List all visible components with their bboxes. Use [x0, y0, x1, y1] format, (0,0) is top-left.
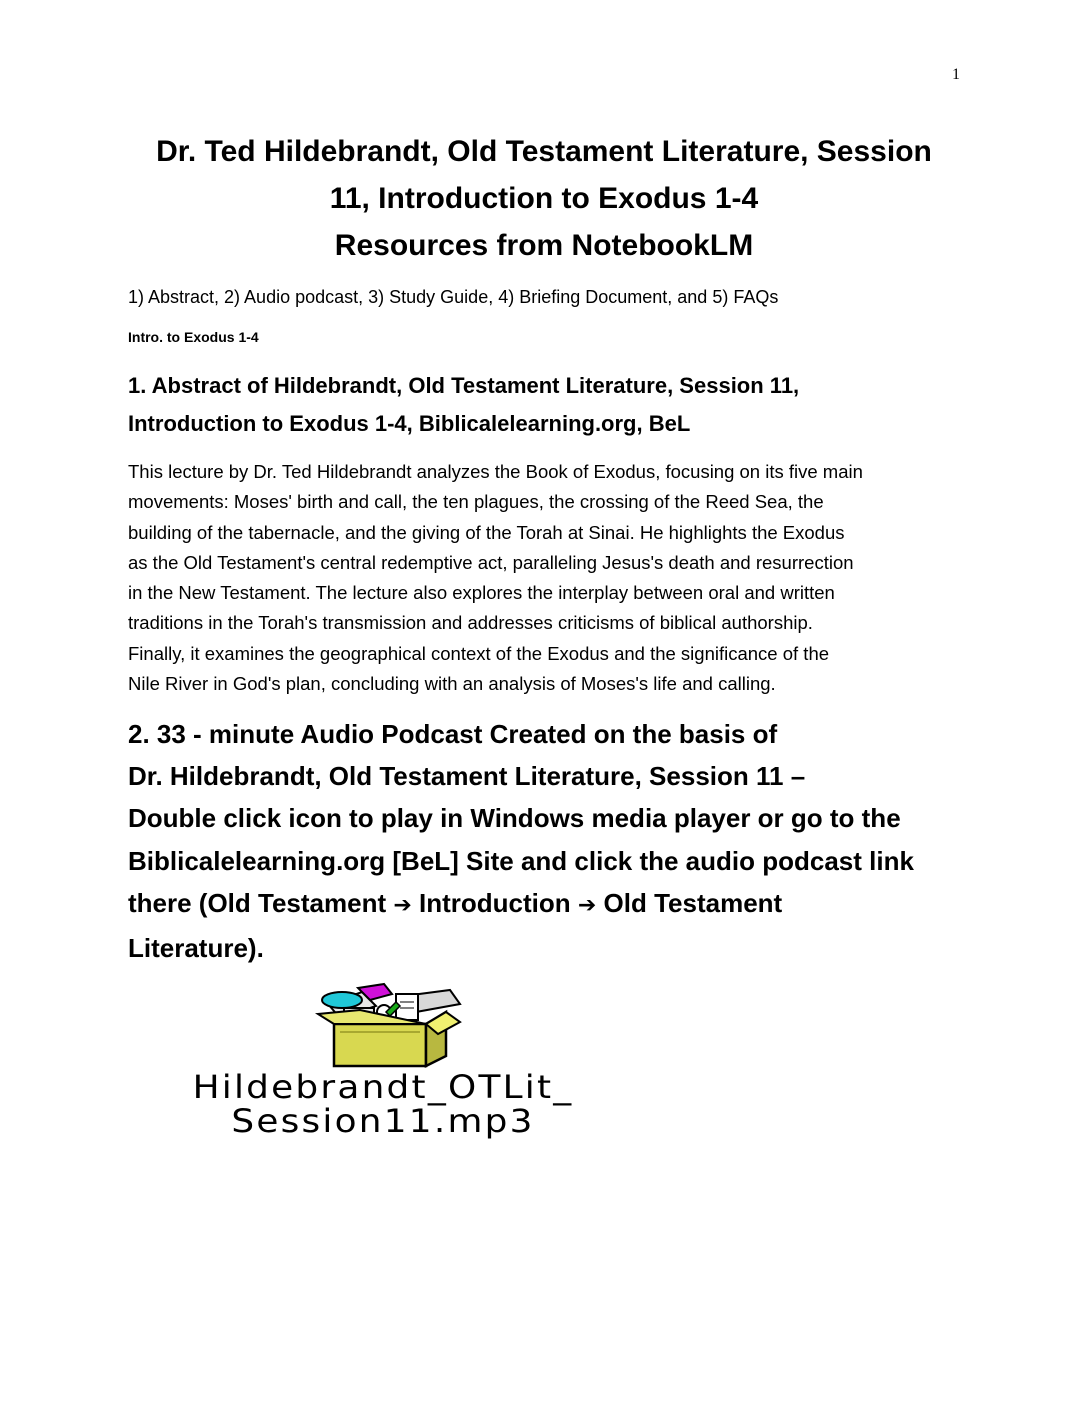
heading-text: there (Old Testament	[128, 887, 394, 918]
short-heading: Intro. to Exodus 1-4	[128, 329, 259, 345]
heading-line: Literature).	[128, 933, 264, 964]
title-line: Dr. Ted Hildebrandt, Old Testament Literature, Session	[156, 135, 932, 168]
heading-line: Double click icon to play in Windows media player or go to the	[128, 803, 901, 834]
abstract-line: building of the tabernacle, and the giving of the Torah at Sinai. He highlights the Exodus	[128, 521, 845, 543]
heading-text: Introduction	[411, 887, 578, 918]
abstract-line: movements: Moses' birth and call, the ten plagues, the crossing of the Reed Sea, the	[128, 491, 824, 513]
media-package-icon[interactable]	[300, 982, 470, 1072]
podcast-heading	[128, 713, 968, 969]
heading-line: 2. 33 - minute Audio Podcast Created on the basis of	[128, 719, 778, 749]
heading-text: Old Testament	[596, 887, 783, 918]
title-line: 11, Introduction to Exodus 1-4	[329, 182, 759, 215]
abstract-line: as the Old Testament's central redemptive act, paralleling Jesus's death and resurrection	[128, 551, 854, 573]
abstract-paragraph	[128, 457, 960, 699]
arrow-right-icon: ➔	[393, 892, 412, 918]
abstract-line: Finally, it examines the geographical context of the Exodus and the significance of the	[128, 642, 830, 664]
resource-list: 1) Abstract, 2) Audio podcast, 3) Study Guide, 4) Briefing Document, and 5) FAQs	[128, 287, 779, 307]
abstract-heading	[128, 367, 960, 443]
abstract-line: in the New Testament. The lecture also explores the interplay between oral and written	[128, 582, 835, 604]
heading-line: Dr. Hildebrandt, Old Testament Literature, Session 11 –	[128, 761, 806, 792]
heading-line: 1. Abstract of Hildebrandt, Old Testament Literature, Session 11,	[128, 373, 800, 398]
abstract-line: Nile River in God's plan, concluding with an analysis of Moses's life and calling.	[128, 673, 776, 695]
page-number: 1	[952, 66, 960, 83]
title-line: Resources from NotebookLM	[334, 229, 754, 262]
abstract-line: This lecture by Dr. Ted Hildebrandt analyzes the Book of Exodus, focusing on its five main	[128, 461, 863, 482]
heading-line	[128, 882, 968, 927]
file-name-line: Hildebrandt_OTLit_	[192, 1068, 574, 1106]
media-file-label[interactable]	[97, 1070, 668, 1138]
abstract-line: traditions in the Torah's transmission and addresses criticisms of biblical authorship.	[128, 612, 813, 634]
arrow-right-icon: ➔	[577, 892, 597, 918]
heading-line: Introduction to Exodus 1-4, Biblicalelearning.org, BeL	[128, 411, 691, 436]
document-title	[128, 128, 960, 269]
file-name-line: Session11.mp3	[231, 1102, 535, 1140]
heading-line: Biblicalelearning.org [BeL] Site and click the audio podcast link	[128, 845, 914, 876]
